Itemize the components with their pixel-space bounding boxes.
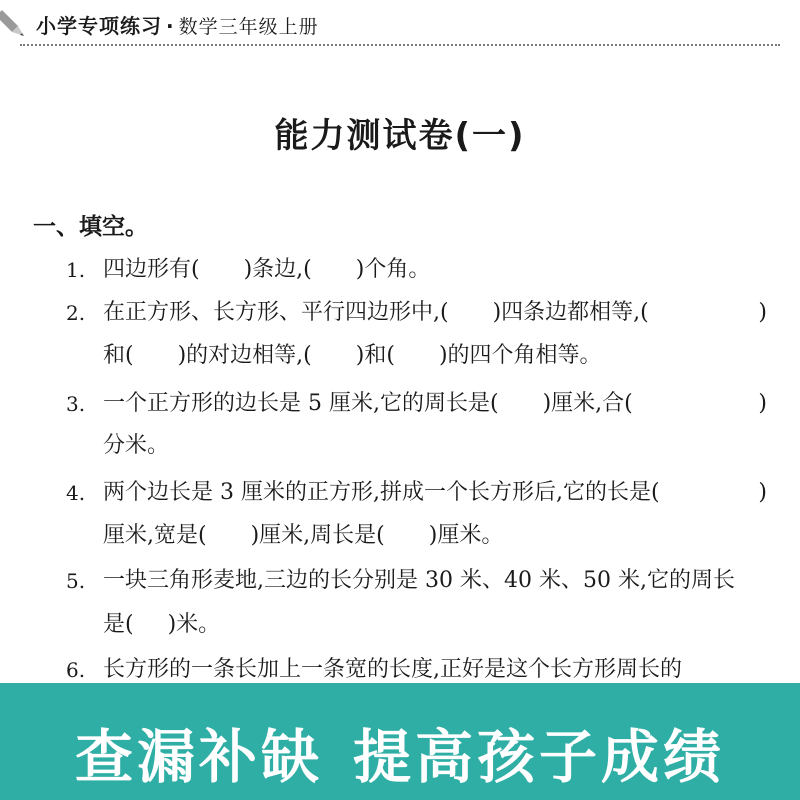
header-text [36, 10, 319, 39]
question-text: )和( [355, 343, 395, 368]
question-text: )厘米,周长是( [250, 523, 385, 548]
header-divider [20, 44, 780, 46]
banner-left-text: 查漏补缺 [74, 723, 323, 791]
question-line [103, 255, 767, 285]
answer-blank[interactable] [674, 389, 718, 419]
question-text: )米。 [167, 612, 221, 637]
question-text: )条边,( [243, 257, 312, 282]
question-line [103, 298, 767, 328]
question-text: 两个边长是 3 厘米的正方形,拼成一个长方形后,它的长是( [103, 480, 660, 505]
page-title: 能力测试卷(一) [274, 116, 526, 156]
subject-name: 数学三年级上册 [178, 16, 319, 38]
question-text: 是( [103, 612, 134, 637]
question-number: 5. [66, 569, 86, 593]
section-heading: 一、填空。 [33, 214, 148, 240]
banner-text [0, 710, 800, 794]
question-text: 长方形的一条长加上一条宽的长度,正好是这个长方形周长的 [103, 657, 682, 682]
question-text: 在正方形、长方形、平行四边形中,( [103, 300, 449, 325]
question-line [103, 431, 767, 461]
question-text: )厘米,合( [542, 391, 633, 416]
banner-right-text: 提高孩子成绩 [353, 723, 726, 791]
pencil-icon [0, 6, 28, 40]
question-text: 一个正方形的边长是 5 厘米,它的周长是( [103, 391, 499, 416]
question-number: 6. [66, 658, 86, 682]
question-text: )的对边相等,( [177, 343, 312, 368]
question-text: )厘米。 [428, 523, 504, 548]
question-line [103, 521, 767, 551]
question-text: 和( [103, 343, 134, 368]
header-separator: · [166, 14, 175, 38]
question-line [103, 610, 767, 640]
question-text: 四边形有( [103, 257, 200, 282]
question-line [103, 566, 767, 596]
answer-blank[interactable] [682, 298, 726, 328]
question-line [103, 478, 767, 508]
question-number: 2. [66, 301, 86, 325]
question-text: )的四个角相等。 [438, 343, 602, 368]
question-text: ) [758, 300, 767, 325]
question-line [103, 655, 767, 685]
question-text: )个角。 [355, 257, 431, 282]
question-line [103, 341, 767, 371]
answer-blank[interactable] [687, 478, 731, 508]
question-line [103, 389, 767, 419]
question-text: 一块三角形麦地,三边的长分别是 30 米、40 米、50 米,它的周长 [103, 568, 735, 593]
question-text: ) [758, 480, 767, 505]
promo-banner [0, 683, 800, 800]
question-number: 3. [66, 392, 86, 416]
question-text: 厘米,宽是( [103, 523, 207, 548]
question-number: 1. [66, 258, 86, 282]
question-text: ) [758, 391, 767, 416]
question-text: )四条边都相等,( [492, 300, 649, 325]
page-header [0, 0, 800, 48]
question-text: 分米。 [103, 433, 170, 458]
question-number: 4. [66, 481, 86, 505]
series-name: 小学专项练习 [36, 14, 162, 38]
